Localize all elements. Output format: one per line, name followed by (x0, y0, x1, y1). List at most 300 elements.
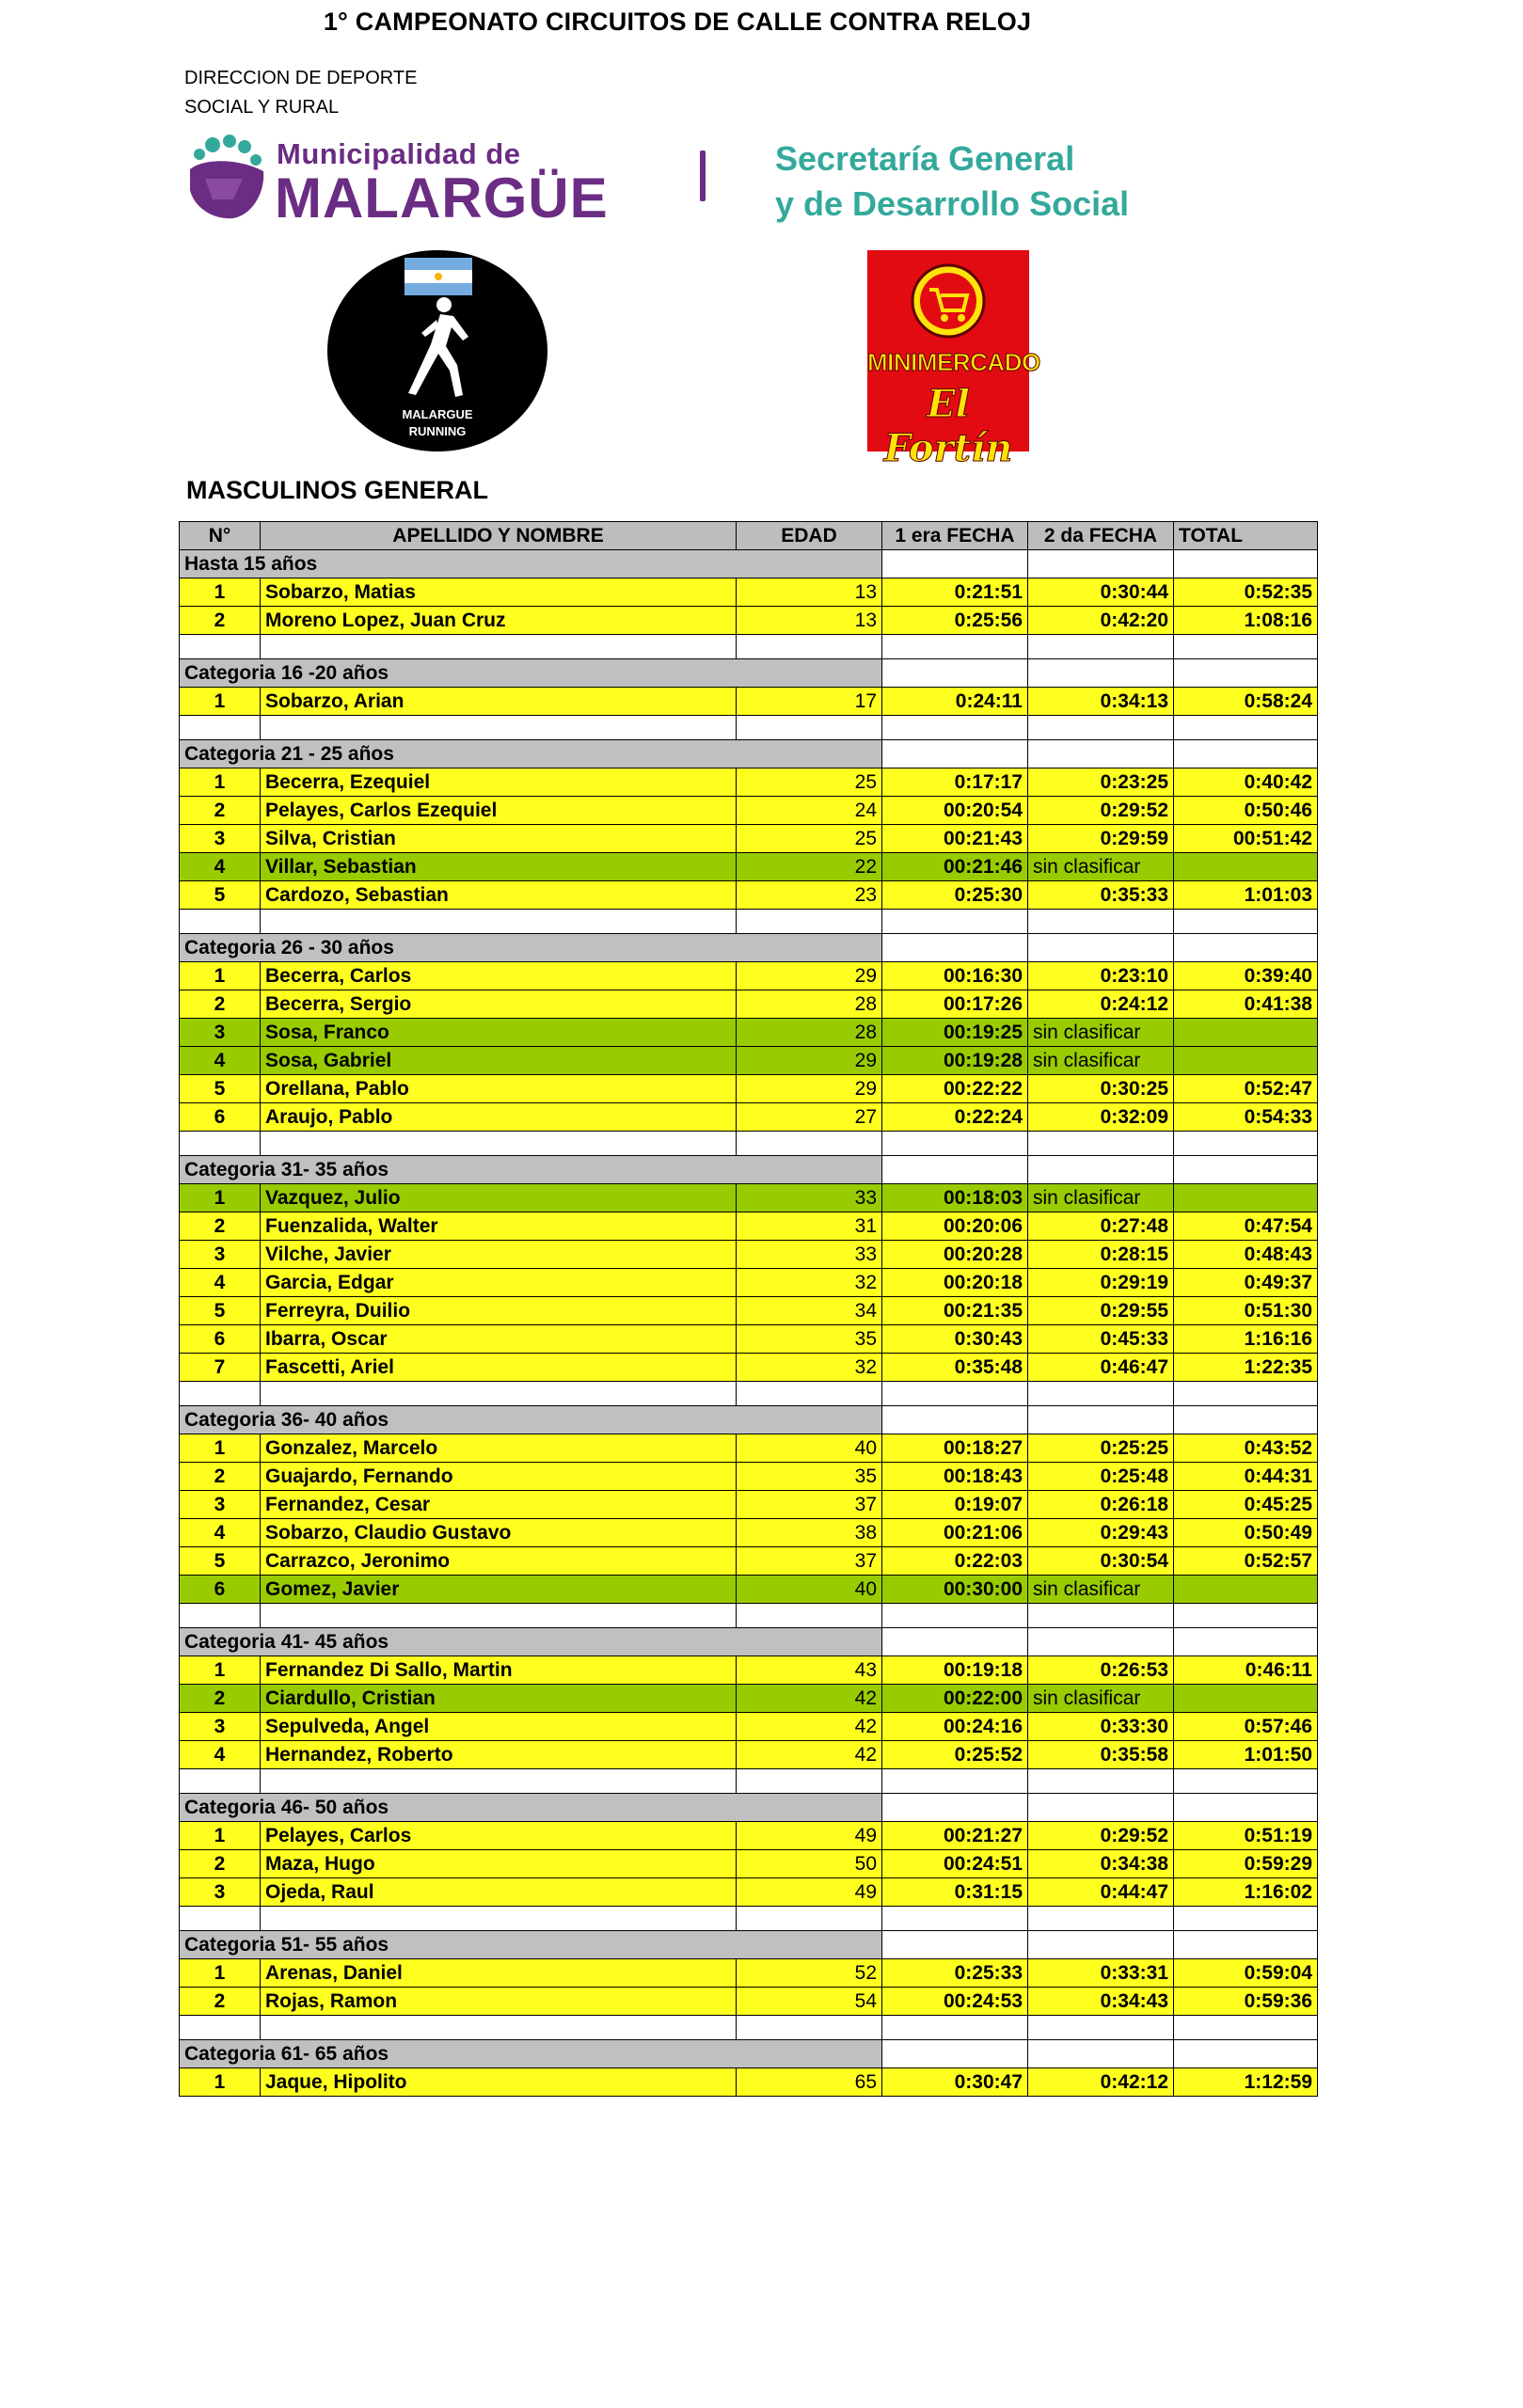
age-cell: 52 (737, 1959, 882, 1988)
empty-cell (1028, 1406, 1174, 1434)
athlete-name-cell: Gonzalez, Marcelo (261, 1434, 737, 1463)
first-date-time-cell: 0:25:52 (882, 1741, 1028, 1769)
spacer-row (180, 716, 1318, 740)
empty-cell (1028, 934, 1174, 962)
second-date-time-cell: 0:32:09 (1028, 1103, 1174, 1132)
department-line-1: DIRECCION DE DEPORTE (184, 68, 418, 88)
position-cell: 1 (180, 578, 261, 607)
position-cell: 2 (180, 607, 261, 635)
table-row (180, 1713, 1318, 1741)
athlete-name-cell: Ciardullo, Cristian (261, 1685, 737, 1713)
sponsor-subtitle: El Fortín (883, 382, 1013, 470)
position-cell: 3 (180, 825, 261, 853)
empty-cell (737, 1907, 882, 1931)
second-date-time-cell: sin clasificar (1028, 1576, 1174, 1604)
table-row (180, 1741, 1318, 1769)
empty-cell (261, 1604, 737, 1628)
position-cell: 1 (180, 1822, 261, 1850)
total-time-cell: 0:40:42 (1174, 768, 1318, 797)
first-date-time-cell: 0:21:51 (882, 578, 1028, 607)
empty-cell (1028, 2040, 1174, 2068)
second-date-time-cell: 0:33:31 (1028, 1959, 1174, 1988)
athlete-name-cell: Ferreyra, Duilio (261, 1297, 737, 1325)
total-time-cell (1174, 1047, 1318, 1075)
position-cell: 5 (180, 1075, 261, 1103)
total-time-cell: 1:01:03 (1174, 881, 1318, 910)
position-cell: 6 (180, 1576, 261, 1604)
empty-cell (261, 1769, 737, 1794)
argentina-flag-icon (405, 258, 472, 295)
empty-cell (737, 1132, 882, 1156)
empty-cell (1174, 716, 1318, 740)
empty-cell (1028, 550, 1174, 578)
age-cell: 23 (737, 881, 882, 910)
empty-cell (180, 1132, 261, 1156)
table-row (180, 768, 1318, 797)
category-label: Categoria 51- 55 años (180, 1931, 882, 1959)
athlete-name-cell: Orellana, Pablo (261, 1075, 737, 1103)
first-date-time-cell: 0:17:17 (882, 768, 1028, 797)
empty-cell (882, 2016, 1028, 2040)
empty-cell (882, 1931, 1028, 1959)
age-cell: 38 (737, 1519, 882, 1547)
empty-cell (882, 1907, 1028, 1931)
first-date-time-cell: 0:22:03 (882, 1547, 1028, 1576)
empty-cell (180, 1769, 261, 1794)
empty-cell (1174, 934, 1318, 962)
position-cell: 4 (180, 1741, 261, 1769)
first-date-time-cell: 00:21:46 (882, 853, 1028, 881)
document-title: 1° CAMPEONATO CIRCUITOS DE CALLE CONTRA RELOJ (323, 8, 1032, 36)
position-cell: 7 (180, 1354, 261, 1382)
total-time-cell (1174, 1576, 1318, 1604)
department-line-2: SOCIAL Y RURAL (184, 97, 340, 118)
second-date-time-cell: 0:29:55 (1028, 1297, 1174, 1325)
first-date-time-cell: 00:20:28 (882, 1241, 1028, 1269)
age-cell: 24 (737, 797, 882, 825)
first-date-time-cell: 00:20:54 (882, 797, 1028, 825)
table-row (180, 990, 1318, 1019)
spacer-row (180, 2016, 1318, 2040)
athlete-name-cell: Fuenzalida, Walter (261, 1212, 737, 1241)
total-time-cell: 0:58:24 (1174, 688, 1318, 716)
sponsor-name: MINIMERCADO (867, 348, 1040, 376)
empty-cell (261, 910, 737, 934)
secretaria-line-1: Secretaría General (775, 139, 1075, 178)
table-row (180, 1047, 1318, 1075)
empty-cell (1028, 1604, 1174, 1628)
age-cell: 33 (737, 1241, 882, 1269)
category-row (180, 1406, 1318, 1434)
athlete-name-cell: Villar, Sebastian (261, 853, 737, 881)
second-date-time-cell: 0:35:33 (1028, 881, 1174, 910)
department-name (184, 64, 417, 122)
empty-cell (882, 1628, 1028, 1656)
total-time-cell: 0:54:33 (1174, 1103, 1318, 1132)
empty-cell (737, 1769, 882, 1794)
table-row (180, 1519, 1318, 1547)
table-row (180, 1547, 1318, 1576)
age-cell: 22 (737, 853, 882, 881)
position-cell: 1 (180, 1184, 261, 1212)
empty-cell (1028, 910, 1174, 934)
table-row (180, 1184, 1318, 1212)
position-cell: 1 (180, 1434, 261, 1463)
age-cell: 29 (737, 1047, 882, 1075)
first-date-time-cell: 00:20:18 (882, 1269, 1028, 1297)
total-time-cell: 0:52:35 (1174, 578, 1318, 607)
column-header-age: EDAD (737, 522, 882, 550)
empty-cell (882, 1604, 1028, 1628)
position-cell: 1 (180, 962, 261, 990)
first-date-time-cell: 00:18:43 (882, 1463, 1028, 1491)
first-date-time-cell: 00:19:28 (882, 1047, 1028, 1075)
first-date-time-cell: 00:16:30 (882, 962, 1028, 990)
age-cell: 28 (737, 990, 882, 1019)
age-cell: 13 (737, 578, 882, 607)
empty-cell (737, 910, 882, 934)
age-cell: 65 (737, 2068, 882, 2097)
position-cell: 3 (180, 1019, 261, 1047)
athlete-name-cell: Sobarzo, Arian (261, 688, 737, 716)
empty-cell (180, 1382, 261, 1406)
total-time-cell: 1:12:59 (1174, 2068, 1318, 2097)
table-row (180, 578, 1318, 607)
table-row (180, 607, 1318, 635)
empty-cell (882, 635, 1028, 659)
second-date-time-cell: sin clasificar (1028, 1019, 1174, 1047)
empty-cell (1028, 1907, 1174, 1931)
category-row (180, 934, 1318, 962)
table-row (180, 1576, 1318, 1604)
empty-cell (882, 1794, 1028, 1822)
empty-cell (882, 1156, 1028, 1184)
total-time-cell: 0:46:11 (1174, 1656, 1318, 1685)
category-label: Categoria 16 -20 años (180, 659, 882, 688)
table-row (180, 1878, 1318, 1907)
second-date-time-cell: 0:29:59 (1028, 825, 1174, 853)
table-row (180, 1103, 1318, 1132)
age-cell: 28 (737, 1019, 882, 1047)
total-time-cell: 0:47:54 (1174, 1212, 1318, 1241)
category-label: Categoria 41- 45 años (180, 1628, 882, 1656)
first-date-time-cell: 00:17:26 (882, 990, 1028, 1019)
empty-cell (882, 1382, 1028, 1406)
first-date-time-cell: 00:21:35 (882, 1297, 1028, 1325)
second-date-time-cell: 0:25:25 (1028, 1434, 1174, 1463)
table-row (180, 1959, 1318, 1988)
category-row (180, 1156, 1318, 1184)
athlete-name-cell: Vazquez, Julio (261, 1184, 737, 1212)
age-cell: 29 (737, 962, 882, 990)
table-row (180, 962, 1318, 990)
age-cell: 25 (737, 768, 882, 797)
empty-cell (261, 1132, 737, 1156)
category-label: Categoria 61- 65 años (180, 2040, 882, 2068)
category-row (180, 1628, 1318, 1656)
second-date-time-cell: 0:42:20 (1028, 607, 1174, 635)
total-time-cell: 1:22:35 (1174, 1354, 1318, 1382)
second-date-time-cell: sin clasificar (1028, 1047, 1174, 1075)
age-cell: 31 (737, 1212, 882, 1241)
age-cell: 32 (737, 1354, 882, 1382)
age-cell: 35 (737, 1325, 882, 1354)
athlete-name-cell: Sosa, Franco (261, 1019, 737, 1047)
second-date-time-cell: 0:46:47 (1028, 1354, 1174, 1382)
position-cell: 6 (180, 1103, 261, 1132)
table-row (180, 1822, 1318, 1850)
athlete-name-cell: Gomez, Javier (261, 1576, 737, 1604)
table-row (180, 688, 1318, 716)
athlete-name-cell: Ojeda, Raul (261, 1878, 737, 1907)
table-row (180, 1656, 1318, 1685)
empty-cell (1174, 1604, 1318, 1628)
spacer-row (180, 1604, 1318, 1628)
empty-cell (1028, 1382, 1174, 1406)
total-time-cell: 0:59:29 (1174, 1850, 1318, 1878)
empty-cell (882, 2040, 1028, 2068)
athlete-name-cell: Carrazco, Jeronimo (261, 1547, 737, 1576)
empty-cell (1028, 1794, 1174, 1822)
second-date-time-cell: 0:30:25 (1028, 1075, 1174, 1103)
category-label: Categoria 26 - 30 años (180, 934, 882, 962)
total-time-cell (1174, 1184, 1318, 1212)
age-cell: 25 (737, 825, 882, 853)
second-date-time-cell: 0:29:52 (1028, 1822, 1174, 1850)
age-cell: 27 (737, 1103, 882, 1132)
spacer-row (180, 1907, 1318, 1931)
age-cell: 43 (737, 1656, 882, 1685)
position-cell: 2 (180, 1463, 261, 1491)
first-date-time-cell: 0:35:48 (882, 1354, 1028, 1382)
results-table (179, 521, 1318, 2097)
column-header-first-date: 1 era FECHA (882, 522, 1028, 550)
position-cell: 2 (180, 1850, 261, 1878)
age-cell: 49 (737, 1878, 882, 1907)
athlete-name-cell: Becerra, Carlos (261, 962, 737, 990)
first-date-time-cell: 0:25:56 (882, 607, 1028, 635)
first-date-time-cell: 00:24:51 (882, 1850, 1028, 1878)
category-label: Categoria 36- 40 años (180, 1406, 882, 1434)
results-body (180, 550, 1318, 2097)
athlete-name-cell: Sobarzo, Claudio Gustavo (261, 1519, 737, 1547)
table-row (180, 1685, 1318, 1713)
position-cell: 4 (180, 1519, 261, 1547)
athlete-name-cell: Cardozo, Sebastian (261, 881, 737, 910)
age-cell: 54 (737, 1988, 882, 2016)
total-time-cell: 1:08:16 (1174, 607, 1318, 635)
total-time-cell: 0:59:04 (1174, 1959, 1318, 1988)
empty-cell (261, 1382, 737, 1406)
spacer-row (180, 910, 1318, 934)
table-row (180, 1850, 1318, 1878)
malargue-running-logo (327, 250, 547, 452)
empty-cell (737, 1382, 882, 1406)
athlete-name-cell: Rojas, Ramon (261, 1988, 737, 2016)
column-header-total: TOTAL (1174, 522, 1318, 550)
total-time-cell: 0:51:19 (1174, 1822, 1318, 1850)
category-row (180, 1931, 1318, 1959)
position-cell: 3 (180, 1713, 261, 1741)
table-row (180, 1434, 1318, 1463)
position-cell: 1 (180, 2068, 261, 2097)
municipality-logo (184, 130, 1172, 243)
age-cell: 40 (737, 1576, 882, 1604)
first-date-time-cell: 0:25:33 (882, 1959, 1028, 1988)
first-date-time-cell: 00:18:27 (882, 1434, 1028, 1463)
empty-cell (180, 2016, 261, 2040)
logo-divider (700, 150, 706, 201)
position-cell: 1 (180, 688, 261, 716)
total-time-cell: 0:59:36 (1174, 1988, 1318, 2016)
first-date-time-cell: 0:30:47 (882, 2068, 1028, 2097)
athlete-name-cell: Maza, Hugo (261, 1850, 737, 1878)
age-cell: 40 (737, 1434, 882, 1463)
age-cell: 50 (737, 1850, 882, 1878)
first-date-time-cell: 00:21:06 (882, 1519, 1028, 1547)
athlete-name-cell: Hernandez, Roberto (261, 1741, 737, 1769)
position-cell: 1 (180, 768, 261, 797)
category-label: Hasta 15 años (180, 550, 882, 578)
empty-cell (261, 716, 737, 740)
second-date-time-cell: sin clasificar (1028, 853, 1174, 881)
secretaria-line-2: y de Desarrollo Social (775, 184, 1130, 223)
empty-cell (1174, 1132, 1318, 1156)
table-row (180, 1354, 1318, 1382)
second-date-time-cell: 0:30:54 (1028, 1547, 1174, 1576)
table-row (180, 1988, 1318, 2016)
empty-cell (180, 1604, 261, 1628)
athlete-name-cell: Fernandez Di Sallo, Martin (261, 1656, 737, 1685)
second-date-time-cell: 0:34:43 (1028, 1988, 1174, 2016)
category-row (180, 740, 1318, 768)
second-date-time-cell: 0:33:30 (1028, 1713, 1174, 1741)
position-cell: 2 (180, 1988, 261, 2016)
empty-cell (737, 716, 882, 740)
first-date-time-cell: 00:19:18 (882, 1656, 1028, 1685)
total-time-cell: 0:52:57 (1174, 1547, 1318, 1576)
position-cell: 4 (180, 1047, 261, 1075)
empty-cell (882, 659, 1028, 688)
empty-cell (261, 2016, 737, 2040)
athlete-name-cell: Pelayes, Carlos Ezequiel (261, 797, 737, 825)
first-date-time-cell: 0:22:24 (882, 1103, 1028, 1132)
first-date-time-cell: 00:24:53 (882, 1988, 1028, 2016)
empty-cell (1174, 2016, 1318, 2040)
position-cell: 5 (180, 1547, 261, 1576)
age-cell: 32 (737, 1269, 882, 1297)
position-cell: 5 (180, 881, 261, 910)
athlete-name-cell: Fernandez, Cesar (261, 1491, 737, 1519)
age-cell: 42 (737, 1685, 882, 1713)
empty-cell (882, 1132, 1028, 1156)
second-date-time-cell: 0:29:52 (1028, 797, 1174, 825)
athlete-name-cell: Pelayes, Carlos (261, 1822, 737, 1850)
total-time-cell (1174, 1019, 1318, 1047)
section-title: MASCULINOS GENERAL (186, 476, 489, 504)
athlete-name-cell: Silva, Cristian (261, 825, 737, 853)
table-row (180, 1491, 1318, 1519)
athlete-name-cell: Moreno Lopez, Juan Cruz (261, 607, 737, 635)
category-row (180, 2040, 1318, 2068)
total-time-cell: 1:16:16 (1174, 1325, 1318, 1354)
second-date-time-cell: 0:23:10 (1028, 962, 1174, 990)
total-time-cell: 0:43:52 (1174, 1434, 1318, 1463)
first-date-time-cell: 00:22:00 (882, 1685, 1028, 1713)
athlete-name-cell: Becerra, Sergio (261, 990, 737, 1019)
table-row (180, 1463, 1318, 1491)
empty-cell (737, 2016, 882, 2040)
total-time-cell: 0:48:43 (1174, 1241, 1318, 1269)
second-date-time-cell: 0:29:19 (1028, 1269, 1174, 1297)
first-date-time-cell: 00:21:27 (882, 1822, 1028, 1850)
total-time-cell: 0:50:49 (1174, 1519, 1318, 1547)
table-row (180, 1269, 1318, 1297)
empty-cell (1028, 635, 1174, 659)
total-time-cell: 0:50:46 (1174, 797, 1318, 825)
second-date-time-cell: 0:42:12 (1028, 2068, 1174, 2097)
municipality-label: Municipalidad de (277, 137, 521, 170)
position-cell: 3 (180, 1878, 261, 1907)
first-date-time-cell: 00:18:03 (882, 1184, 1028, 1212)
category-label: Categoria 31- 35 años (180, 1156, 882, 1184)
empty-cell (1174, 1156, 1318, 1184)
empty-cell (1174, 550, 1318, 578)
total-time-cell: 1:16:02 (1174, 1878, 1318, 1907)
empty-cell (882, 740, 1028, 768)
first-date-time-cell: 00:22:22 (882, 1075, 1028, 1103)
table-row (180, 825, 1318, 853)
empty-cell (180, 716, 261, 740)
total-time-cell: 0:44:31 (1174, 1463, 1318, 1491)
running-logo-line-2: RUNNING (408, 424, 467, 438)
age-cell: 17 (737, 688, 882, 716)
age-cell: 49 (737, 1822, 882, 1850)
position-cell: 2 (180, 1212, 261, 1241)
position-cell: 4 (180, 853, 261, 881)
category-row (180, 1794, 1318, 1822)
athlete-name-cell: Arenas, Daniel (261, 1959, 737, 1988)
table-row (180, 1325, 1318, 1354)
column-header-number: N° (180, 522, 261, 550)
empty-cell (1174, 740, 1318, 768)
athlete-name-cell: Guajardo, Fernando (261, 1463, 737, 1491)
empty-cell (261, 1907, 737, 1931)
first-date-time-cell: 00:20:06 (882, 1212, 1028, 1241)
position-cell: 6 (180, 1325, 261, 1354)
empty-cell (1174, 1406, 1318, 1434)
athlete-name-cell: Sobarzo, Matias (261, 578, 737, 607)
empty-cell (737, 635, 882, 659)
age-cell: 37 (737, 1491, 882, 1519)
first-date-time-cell: 0:30:43 (882, 1325, 1028, 1354)
table-row (180, 1019, 1318, 1047)
empty-cell (261, 635, 737, 659)
first-date-time-cell: 00:30:00 (882, 1576, 1028, 1604)
second-date-time-cell: 0:26:53 (1028, 1656, 1174, 1685)
empty-cell (1174, 635, 1318, 659)
age-cell: 33 (737, 1184, 882, 1212)
athlete-name-cell: Sosa, Gabriel (261, 1047, 737, 1075)
position-cell: 4 (180, 1269, 261, 1297)
athlete-name-cell: Becerra, Ezequiel (261, 768, 737, 797)
total-time-cell: 0:45:25 (1174, 1491, 1318, 1519)
empty-cell (882, 1406, 1028, 1434)
second-date-time-cell: 0:24:12 (1028, 990, 1174, 1019)
total-time-cell (1174, 1685, 1318, 1713)
table-row (180, 1075, 1318, 1103)
empty-cell (1174, 2040, 1318, 2068)
